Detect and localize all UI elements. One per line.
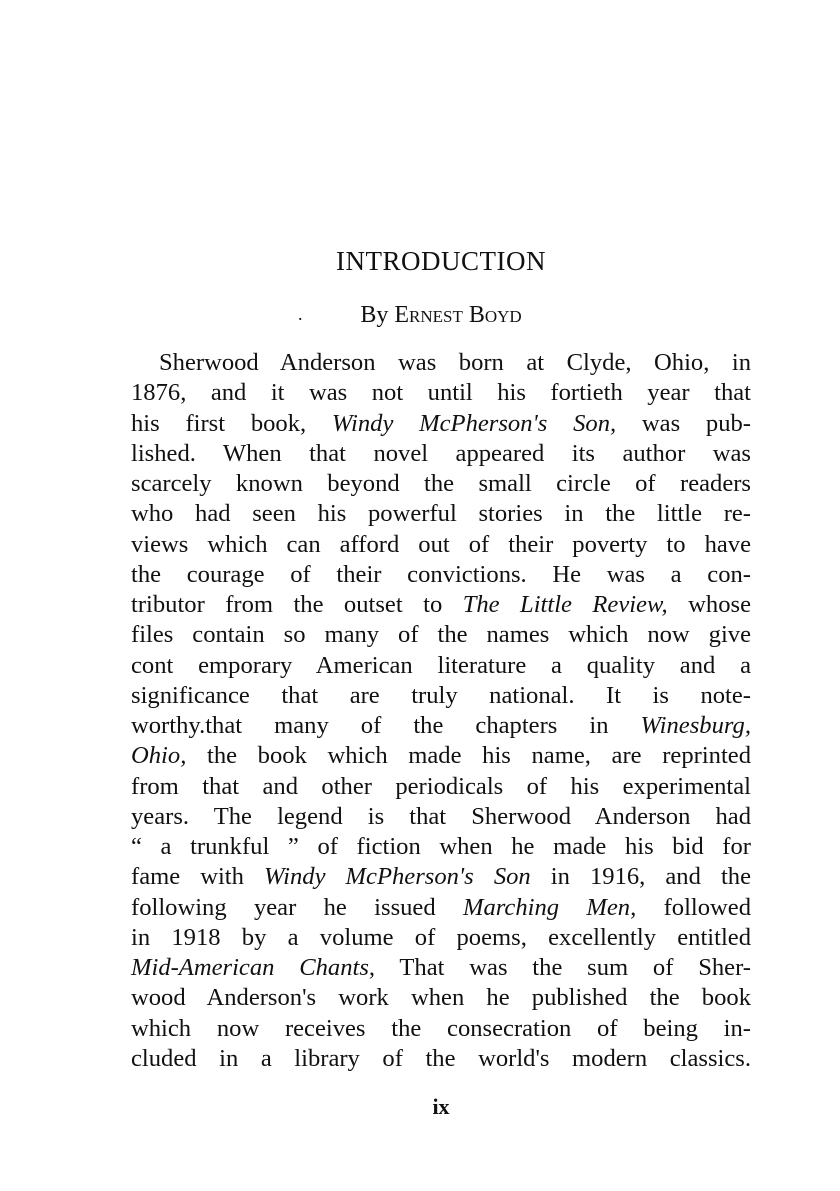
italic-title: Ohio, — [131, 742, 187, 770]
text-run: significance that are truly national. It is note- — [131, 681, 751, 709]
text-line — [131, 1044, 751, 1074]
byline-by: By — [360, 302, 389, 328]
text-run: from that and other periodicals of his experimental — [131, 772, 751, 800]
text-run: scarcely known beyond the small circle of readers — [131, 470, 751, 497]
text-line — [131, 499, 751, 529]
text-line — [131, 530, 751, 560]
author-first-name: Ernest — [394, 302, 463, 328]
page-number: ix — [432, 1094, 450, 1119]
chapter-heading: INTRODUCTION — [336, 246, 546, 276]
text-line — [131, 348, 751, 378]
text-run: followed — [636, 893, 752, 921]
text-line — [131, 409, 751, 439]
text-line — [131, 711, 751, 741]
text-line — [131, 741, 751, 771]
text-run: was pub- — [616, 409, 751, 437]
text-run: the courage of their convictions. He was a con- — [131, 560, 751, 588]
text-run: cluded in a library of the world's modern classics. — [131, 1044, 751, 1072]
text-line — [131, 983, 751, 1013]
text-run: That was the sum of Sher- — [375, 954, 751, 981]
text-run: in 1916, and the — [530, 863, 751, 891]
text-run: “ a trunkful ” of fiction when he made his bid for — [131, 833, 751, 860]
text-run: whose — [667, 591, 751, 618]
text-line — [131, 378, 751, 408]
text-run: fame with — [131, 863, 265, 891]
text-line — [131, 560, 751, 590]
italic-title: Mid-American Chants, — [131, 954, 376, 981]
text-line — [131, 923, 751, 953]
text-line — [131, 1014, 751, 1044]
text-run: following year he issued — [131, 893, 463, 921]
italic-title: Windy McPherson's Son — [264, 863, 531, 891]
text-run: in 1918 by a volume of poems, excellently entitled — [131, 923, 751, 951]
italic-title: The Little Review, — [462, 591, 668, 618]
text-line — [131, 439, 751, 469]
text-run: his first book, — [131, 409, 332, 437]
text-run: the book which made his name, are reprinted — [186, 742, 751, 770]
text-line — [131, 469, 751, 499]
text-line — [131, 620, 751, 650]
italic-title: Windy McPherson's Son, — [331, 409, 617, 437]
text-run: cont emporary American literature a quality and a — [131, 651, 751, 679]
text-run: worthy.that many of the chapters in — [131, 712, 641, 739]
text-run: 1876, and it was not until his fortieth year that — [131, 379, 751, 407]
text-run: tributor from the outset to — [131, 591, 463, 618]
body-paragraph — [131, 348, 751, 1074]
stray-mark: . — [298, 304, 303, 324]
text-line — [131, 953, 751, 983]
italic-title: Winesburg, — [640, 712, 751, 739]
text-run: which now receives the consecration of being in- — [131, 1014, 751, 1042]
text-run: views which can afford out of their poverty to have — [131, 530, 751, 558]
text-run: wood Anderson's work when he published the book — [131, 984, 751, 1012]
text-line — [131, 802, 751, 832]
text-line — [131, 832, 751, 862]
author-last-name: Boyd — [468, 302, 522, 328]
text-line — [131, 772, 751, 802]
text-run: Sherwood Anderson was born at Clyde, Ohio, in — [159, 349, 751, 376]
text-run: lished. When that novel appeared its author was — [131, 439, 751, 467]
text-line — [131, 862, 751, 892]
text-line — [131, 893, 751, 923]
italic-title: Marching Men, — [462, 893, 637, 921]
text-line — [131, 681, 751, 711]
text-line — [131, 590, 751, 620]
byline — [0, 302, 840, 329]
text-line — [131, 651, 751, 681]
text-run: years. The legend is that Sherwood Anderson had — [131, 802, 751, 830]
text-run: who had seen his powerful stories in the little re- — [131, 500, 751, 528]
text-run: files contain so many of the names which now give — [131, 621, 751, 649]
